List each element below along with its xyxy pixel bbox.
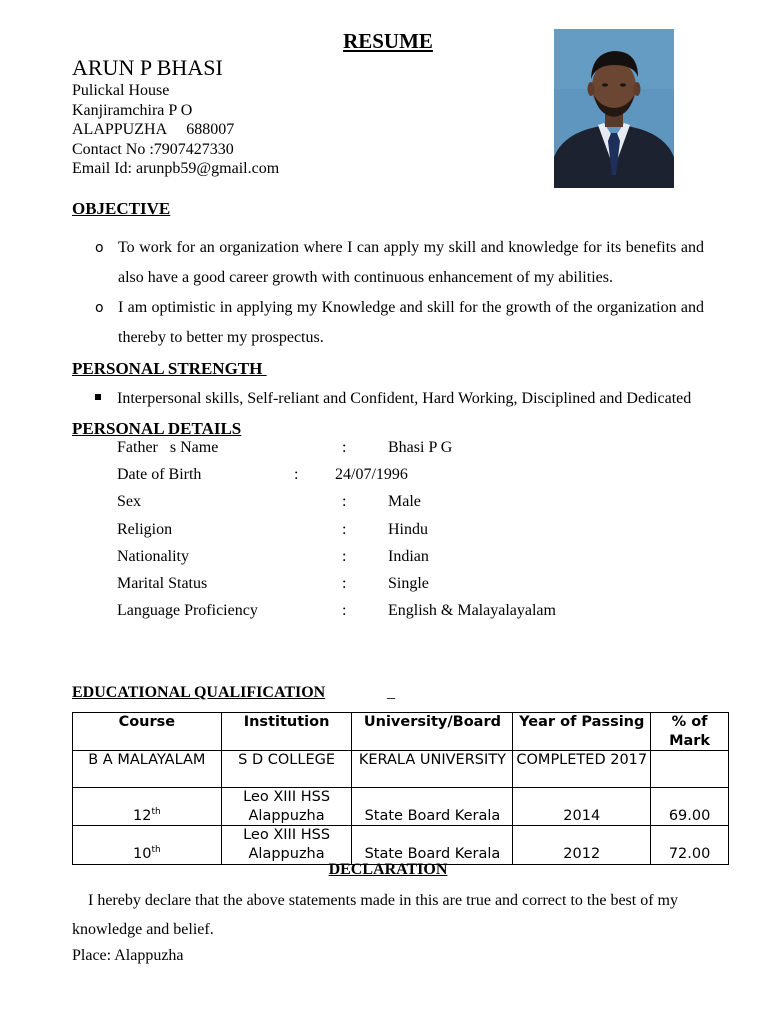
detail-label-nationality: Nationality <box>117 548 189 565</box>
circle-bullet-icon: o <box>95 240 104 256</box>
detail-value-sex: Male <box>388 493 421 510</box>
detail-value-dob: 24/07/1996 <box>335 466 408 483</box>
cell-board: State Board Kerala <box>352 826 513 864</box>
contact-number: Contact No :7907427330 <box>72 140 234 158</box>
circle-bullet-icon: o <box>95 300 104 316</box>
course-number: 10 <box>133 845 152 862</box>
objective-text: To work for an organization where I can apply my skill and knowledge for its benefits and also have a good career growth with continuous enhancement of my abilities. <box>118 239 704 286</box>
ordinal-suffix: th <box>151 806 161 817</box>
address-line-post-office: Kanjiramchira P O <box>72 101 193 119</box>
detail-separator: : <box>342 521 347 538</box>
heading-underscore: _ <box>387 684 395 701</box>
detail-separator: : <box>342 493 347 510</box>
education-heading: EDUCATIONAL QUALIFICATION <box>72 684 326 701</box>
column-header-mark: % of Mark <box>651 713 729 751</box>
square-bullet-icon <box>95 394 101 400</box>
table-row <box>73 826 729 864</box>
ordinal-suffix: th <box>151 844 161 855</box>
detail-label-dob: Date of Birth <box>117 466 202 483</box>
table-row <box>73 788 729 826</box>
cell-institution: S D COLLEGE <box>221 751 352 788</box>
cell-mark: 69.00 <box>651 788 729 826</box>
detail-separator: : <box>342 439 347 456</box>
objective-item <box>95 233 704 293</box>
cell-year: 2012 <box>513 826 651 864</box>
cell-board: State Board Kerala <box>352 788 513 826</box>
address-block <box>72 81 279 179</box>
profile-photo-illustration <box>554 29 674 188</box>
detail-value-religion: Hindu <box>388 521 428 538</box>
address-line-city-pin: ALAPPUZHA 688007 <box>72 121 235 139</box>
table-row <box>73 751 729 788</box>
detail-separator: : <box>294 466 299 483</box>
declaration-text <box>72 886 712 944</box>
cell-board: KERALA UNIVERSITY <box>352 751 513 788</box>
column-header-board: University/Board <box>352 713 513 751</box>
profile-photo <box>554 29 674 188</box>
cell-mark: 72.00 <box>651 826 729 864</box>
detail-label-language: Language Proficiency <box>117 602 258 619</box>
detail-label-sex: Sex <box>117 493 141 510</box>
detail-value-marital-status: Single <box>388 575 429 592</box>
detail-label-marital-status: Marital Status <box>117 575 208 592</box>
detail-value-father-name: Bhasi P G <box>388 439 453 456</box>
detail-separator: : <box>342 575 347 592</box>
objective-heading: OBJECTIVE <box>72 199 171 218</box>
education-table <box>72 712 729 865</box>
cell-year: 2014 <box>513 788 651 826</box>
objective-item <box>95 293 704 353</box>
cell-course <box>73 826 222 864</box>
cell-course: B A MALAYALAM <box>73 751 222 788</box>
personal-strength-heading: PERSONAL STRENGTH <box>72 359 267 378</box>
cell-course <box>73 788 222 826</box>
detail-label-father-name: Father s Name <box>117 439 219 456</box>
cell-institution: Leo XIII HSS Alappuzha <box>221 826 352 864</box>
detail-separator: : <box>342 602 347 619</box>
column-header-institution: Institution <box>221 713 352 751</box>
strength-text: Interpersonal skills, Self-reliant and Confident, Hard Working, Disciplined and Dedicated <box>117 390 692 407</box>
cell-mark <box>651 751 729 788</box>
declaration-heading: DECLARATION <box>328 861 448 878</box>
detail-label-religion: Religion <box>117 521 173 538</box>
objective-text: I am optimistic in applying my Knowledge and skill for the growth of the organization and thereby to better my prospectus. <box>118 299 704 346</box>
cell-institution: Leo XIII HSS Alappuzha <box>221 788 352 826</box>
objective-list <box>95 233 704 353</box>
detail-value-language: English & Malayalayalam <box>388 602 556 619</box>
detail-separator: : <box>342 548 347 565</box>
strength-item <box>95 390 691 408</box>
resume-title: RESUME <box>343 29 433 53</box>
detail-value-nationality: Indian <box>388 548 429 565</box>
personal-details-heading: PERSONAL DETAILS <box>72 419 242 438</box>
cell-year: COMPLETED 2017 <box>513 751 651 788</box>
declaration-place: Place: Alappuzha <box>72 947 184 964</box>
declaration-statement: I hereby declare that the above statements made in this are true and correct to the best of my knowledge and belief. <box>72 892 678 938</box>
column-header-year: Year of Passing <box>513 713 651 751</box>
applicant-name: ARUN P BHASI <box>72 55 223 80</box>
table-header-row <box>73 713 729 751</box>
address-line-house: Pulickal House <box>72 82 170 99</box>
column-header-course: Course <box>73 713 222 751</box>
course-number: 12 <box>133 807 152 824</box>
email-address: Email Id: arunpb59@gmail.com <box>72 160 280 178</box>
